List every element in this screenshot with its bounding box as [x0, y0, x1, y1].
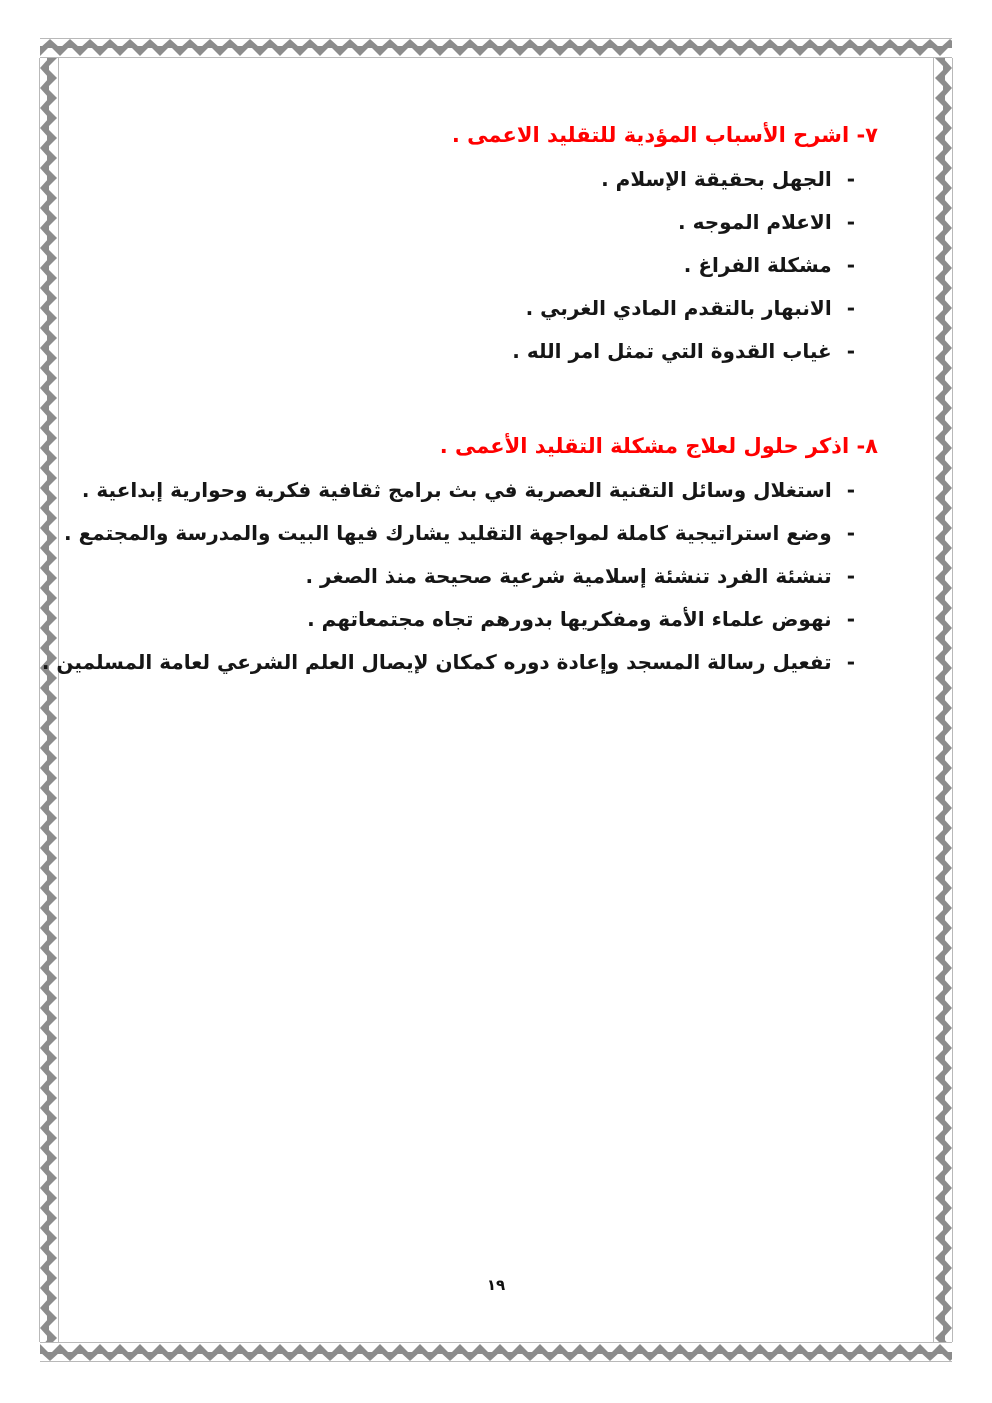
dash-marker: -: [846, 253, 855, 277]
item-text: الاعلام الموجه .: [678, 210, 832, 234]
list-item: [120, 330, 878, 373]
list-item: [120, 201, 878, 244]
dash-marker: -: [846, 478, 855, 502]
dash-marker: -: [846, 564, 855, 588]
list-item: [120, 555, 878, 598]
list-item: [81, 469, 878, 512]
section-7: [120, 112, 878, 373]
dash-marker: -: [846, 296, 855, 320]
list-item: [120, 244, 878, 287]
dash-marker: -: [846, 210, 855, 234]
zigzag-border-left: [39, 58, 59, 1342]
item-text: نهوض علماء الأمة ومفكريها بدورهم تجاه مجتمعاتهم .: [307, 607, 832, 631]
section-7-heading: ٧- اشرح الأسباب المؤدية للتقليد الاعمى .: [451, 123, 878, 147]
dash-marker: -: [846, 339, 855, 363]
dash-marker: -: [846, 521, 855, 545]
zigzag-border-top: [40, 38, 952, 58]
list-item: [41, 641, 878, 684]
item-text: وضع استراتيجية كاملة لمواجهة التقليد يشارك فيها البيت والمدرسة والمجتمع .: [64, 521, 832, 545]
list-item: [120, 287, 878, 330]
page-number: ١٩: [486, 1276, 506, 1294]
dash-marker: -: [846, 607, 855, 631]
zigzag-border-bottom: [40, 1342, 952, 1362]
dash-marker: -: [846, 650, 855, 674]
item-text: غياب القدوة التي تمثل امر الله .: [512, 339, 832, 363]
item-text: تنشئة الفرد تنشئة إسلامية شرعية صحيحة منذ الصغر .: [305, 564, 832, 588]
list-item: [120, 598, 878, 641]
list-item: [120, 158, 878, 201]
item-text: تفعيل رسالة المسجد وإعادة دوره كمكان لإيصال العلم الشرعي لعامة المسلمين .: [41, 650, 832, 674]
list-item: [64, 512, 878, 555]
item-text: الجهل بحقيقة الإسلام .: [601, 167, 832, 191]
document-content: [41, 112, 878, 684]
section-8: [41, 423, 878, 684]
item-text: الانبهار بالتقدم المادي الغربي .: [525, 296, 832, 320]
dash-marker: -: [846, 167, 855, 191]
item-text: استغلال وسائل التقنية العصرية في بث برامج ثقافية فكرية وحوارية إبداعية .: [81, 478, 832, 502]
item-text: مشكلة الفراغ .: [683, 253, 832, 277]
zigzag-border-right: [933, 58, 953, 1342]
section-8-heading: ٨- اذكر حلول لعلاج مشكلة التقليد الأعمى .: [439, 434, 878, 458]
